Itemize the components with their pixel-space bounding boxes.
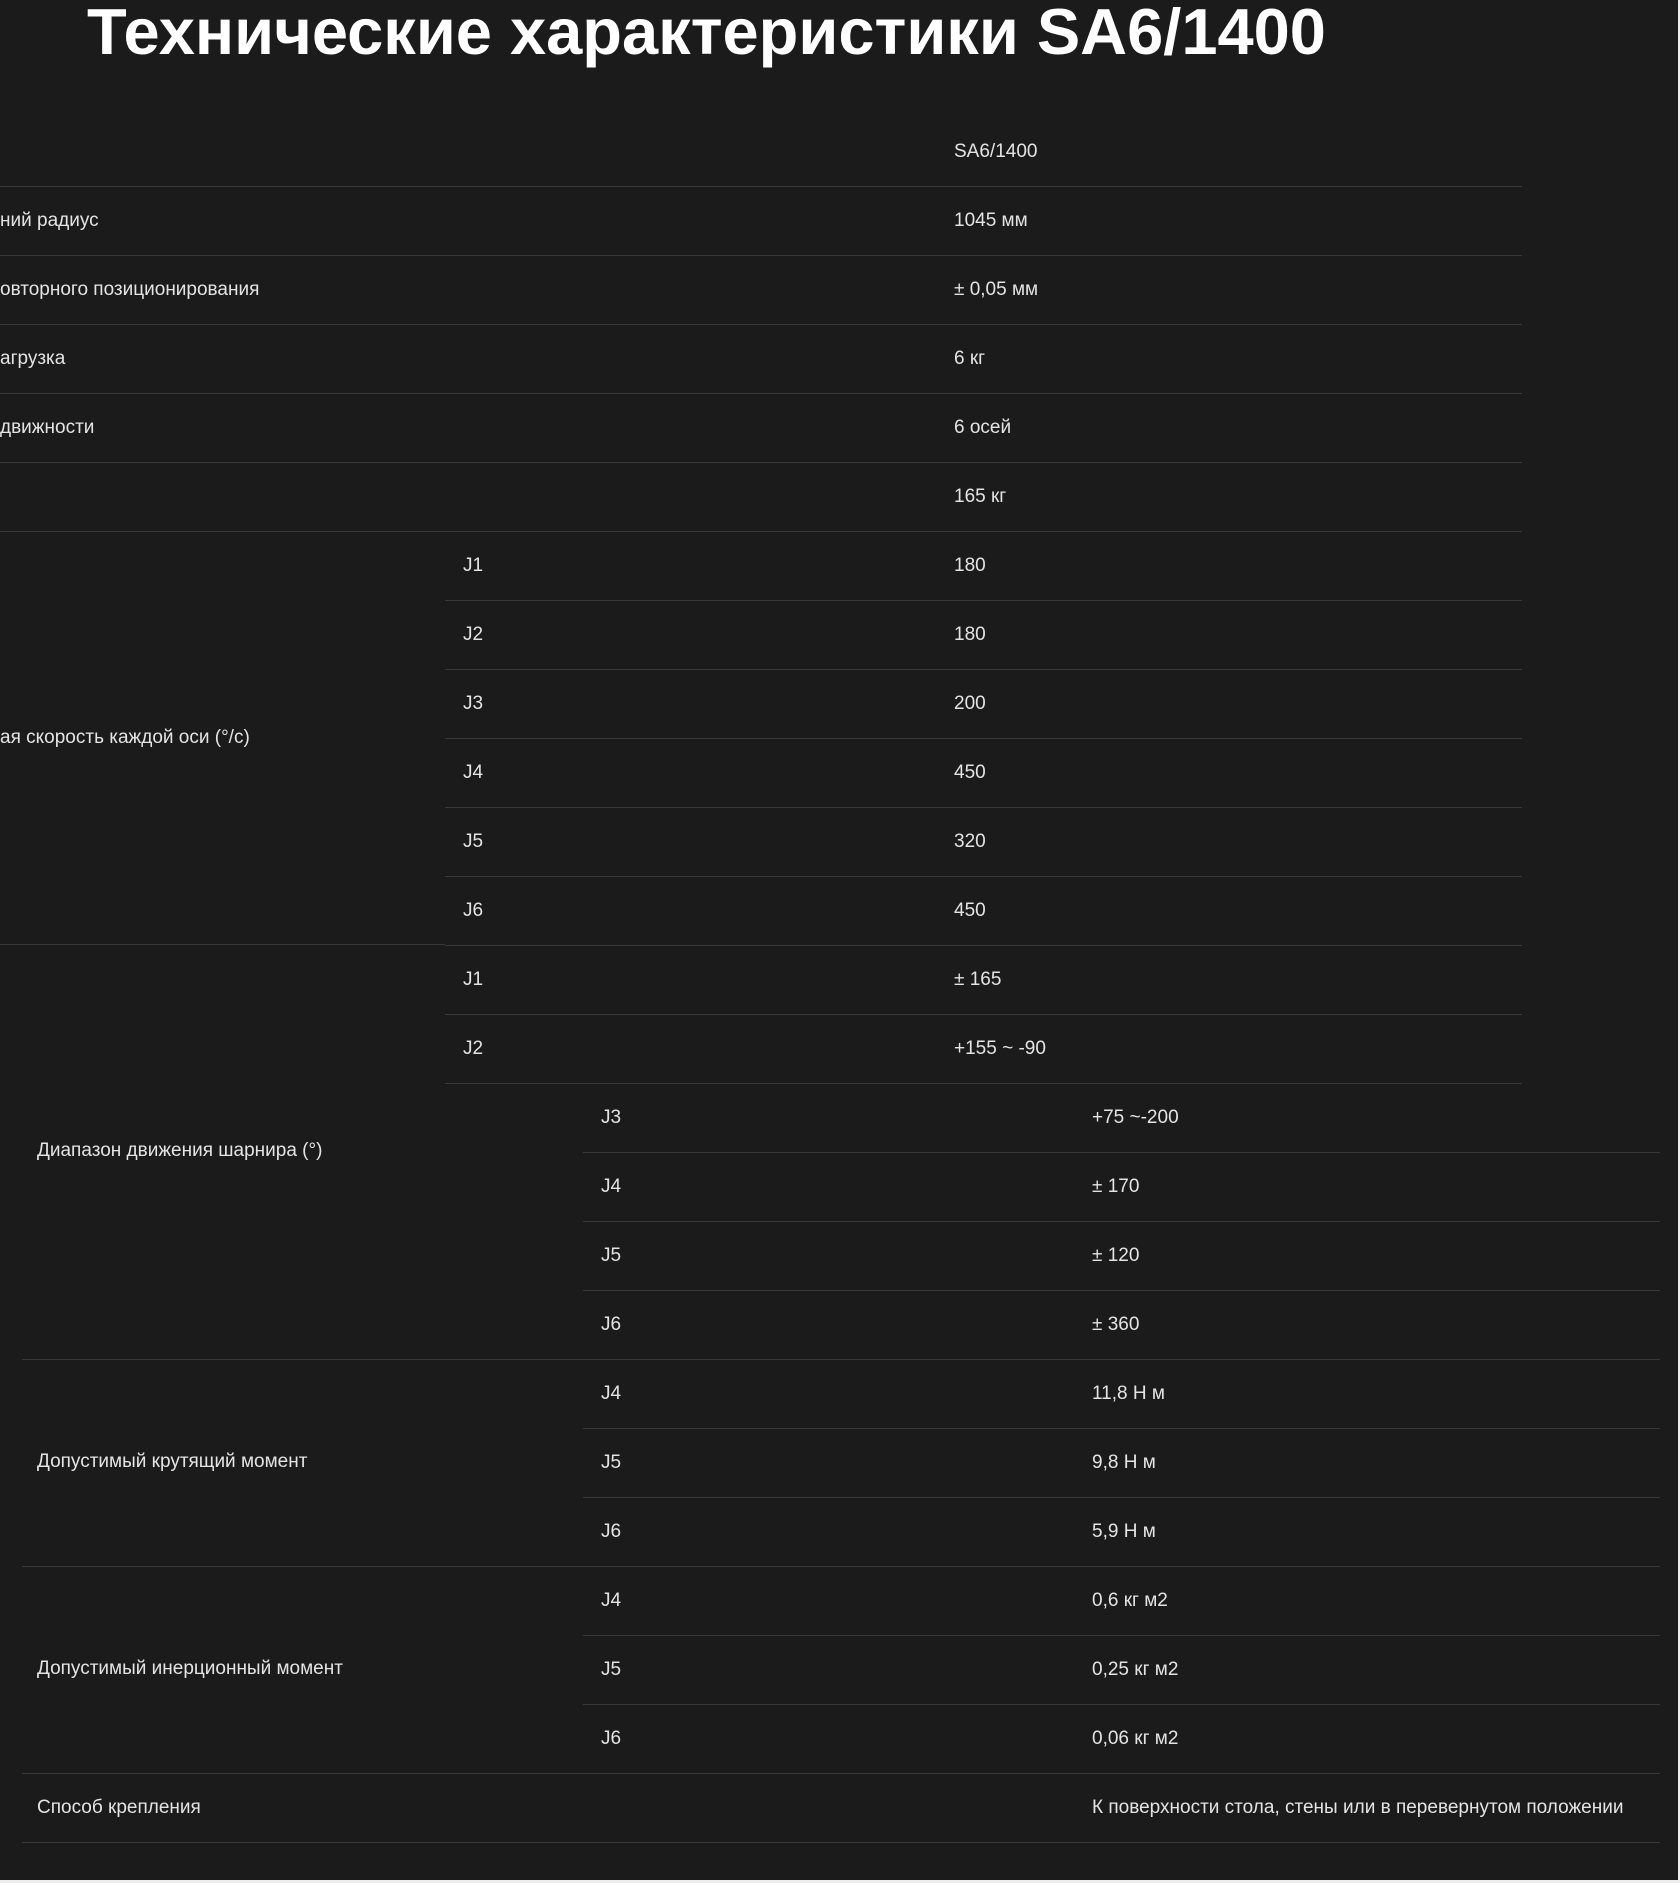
axis-label: J3 xyxy=(463,693,484,714)
table-row xyxy=(0,462,1522,532)
table-row xyxy=(583,1290,1660,1360)
table-row xyxy=(445,876,1522,946)
axis-value: 0,06 кг м2 xyxy=(1092,1728,1179,1749)
inertia-group-label: Допустимый инерционный момент xyxy=(37,1658,343,1679)
table-row xyxy=(445,600,1522,670)
mounting-value: К поверхности стола, стены или в перевернутом положении xyxy=(1092,1797,1624,1818)
axis-label: J6 xyxy=(601,1314,622,1335)
table-row xyxy=(583,1221,1660,1291)
table-row xyxy=(445,531,1522,601)
group-divider xyxy=(0,944,445,945)
row-value: ± 0,05 мм xyxy=(954,279,1039,300)
table-header-row xyxy=(0,117,1522,187)
axis-value: ± 165 xyxy=(954,969,1002,990)
table-row xyxy=(583,1428,1660,1498)
axis-label: J4 xyxy=(601,1176,622,1197)
axis-value: 450 xyxy=(954,900,986,921)
axis-label: J3 xyxy=(601,1107,622,1128)
row-label: движности xyxy=(0,417,95,438)
row-label: агрузка xyxy=(0,348,66,369)
axis-value: 180 xyxy=(954,555,986,576)
axis-value: 11,8 Н м xyxy=(1092,1383,1165,1404)
table-row-mounting xyxy=(22,1773,1660,1843)
axis-label: J2 xyxy=(463,1038,484,1059)
torque-group-label: Допустимый крутящий момент xyxy=(37,1451,308,1472)
axis-value: +155 ~ -90 xyxy=(954,1038,1046,1059)
axis-label: J5 xyxy=(601,1452,622,1473)
axis-value: ± 120 xyxy=(1092,1245,1140,1266)
axis-label: J5 xyxy=(463,831,484,852)
page-title: Технические характеристики SA6/1400 xyxy=(87,0,1326,68)
axis-label: J6 xyxy=(601,1521,622,1542)
table-row xyxy=(583,1635,1660,1705)
axis-value: 5,9 Н м xyxy=(1092,1521,1156,1542)
table-row xyxy=(583,1704,1660,1774)
row-value: 1045 мм xyxy=(954,210,1028,231)
axis-label: J4 xyxy=(601,1590,622,1611)
row-label: овторного позиционирования xyxy=(0,279,260,300)
row-value: 6 кг xyxy=(954,348,986,369)
row-value: 165 кг xyxy=(954,486,1007,507)
axis-value: +75 ~-200 xyxy=(1092,1107,1179,1128)
table-row xyxy=(445,1014,1522,1084)
axis-value: ± 170 xyxy=(1092,1176,1140,1197)
axis-label: J4 xyxy=(601,1383,622,1404)
axis-value: ± 360 xyxy=(1092,1314,1140,1335)
table-row xyxy=(445,738,1522,808)
model-header: SA6/1400 xyxy=(954,141,1038,162)
table-row xyxy=(0,324,1522,394)
group-divider xyxy=(22,1359,583,1360)
table-row xyxy=(445,807,1522,877)
table-row xyxy=(583,1359,1660,1429)
table-row xyxy=(0,186,1522,256)
axis-label: J1 xyxy=(463,969,484,990)
group-divider xyxy=(22,1566,583,1567)
table-row xyxy=(583,1083,1660,1153)
axis-value: 200 xyxy=(954,693,986,714)
table-row xyxy=(583,1152,1660,1222)
axis-value: 0,25 кг м2 xyxy=(1092,1659,1179,1680)
axis-value: 320 xyxy=(954,831,986,852)
table-row xyxy=(445,945,1522,1015)
axis-value: 0,6 кг м2 xyxy=(1092,1590,1168,1611)
speed-group-label: ая скорость каждой оси (°/с) xyxy=(0,727,250,748)
table-row xyxy=(0,255,1522,325)
range-group-label: Диапазон движения шарнира (°) xyxy=(37,1140,323,1161)
table-row xyxy=(0,393,1522,463)
table-row xyxy=(445,669,1522,739)
axis-value: 180 xyxy=(954,624,986,645)
row-label: ний радиус xyxy=(0,210,99,231)
row-value: 6 осей xyxy=(954,417,1012,438)
axis-label: J1 xyxy=(463,555,484,576)
axis-label: J5 xyxy=(601,1245,622,1266)
axis-value: 9,8 Н м xyxy=(1092,1452,1156,1473)
axis-value: 450 xyxy=(954,762,986,783)
table-row xyxy=(583,1566,1660,1636)
axis-label: J6 xyxy=(463,900,484,921)
axis-label: J5 xyxy=(601,1659,622,1680)
axis-label: J6 xyxy=(601,1728,622,1749)
table-row xyxy=(583,1497,1660,1567)
mounting-label: Способ крепления xyxy=(37,1797,201,1818)
axis-label: J2 xyxy=(463,624,484,645)
axis-label: J4 xyxy=(463,762,484,783)
